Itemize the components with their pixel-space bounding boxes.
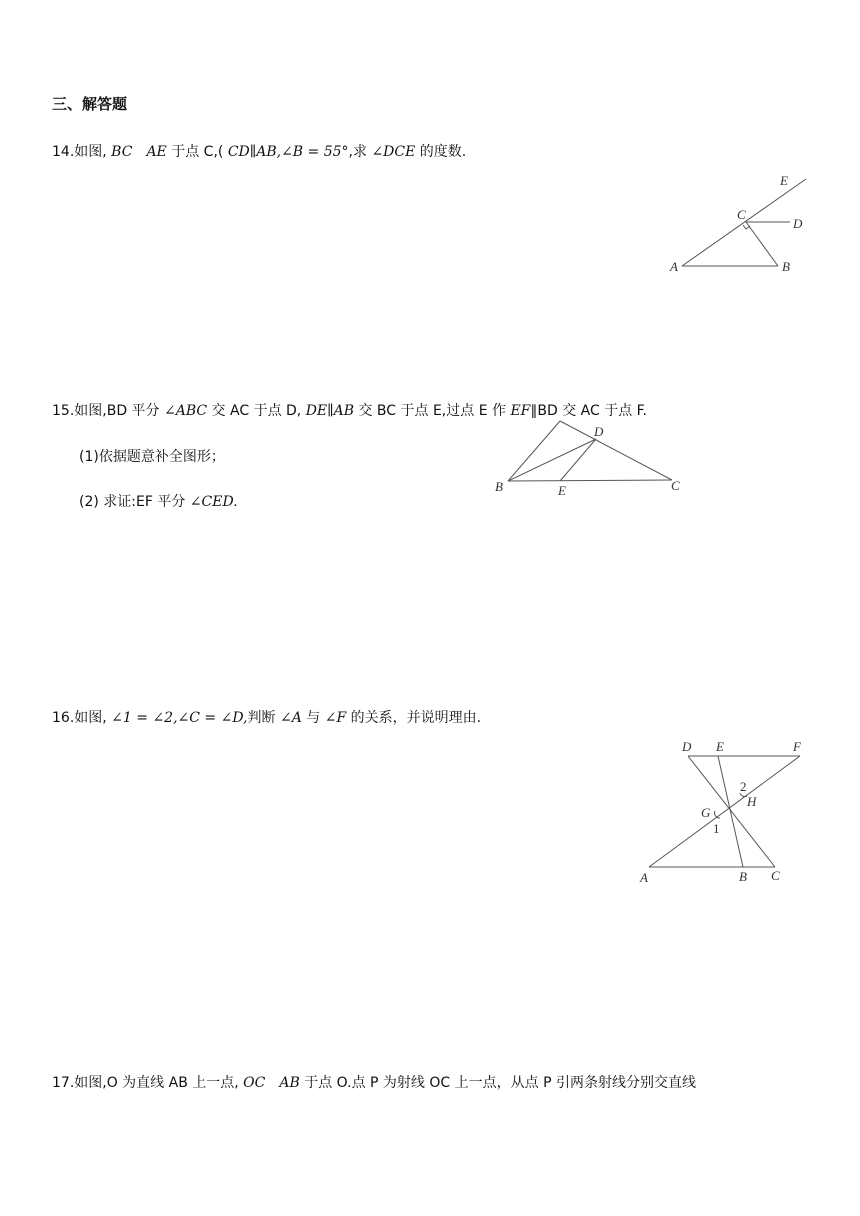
q14-label-e: E — [780, 173, 788, 188]
q17-part: 17.如图,O 为直线 AB 上一点, — [52, 1075, 244, 1091]
q14-math-cond: CD∥AB,∠B = 55° — [227, 144, 349, 160]
q16-label-f: F — [793, 739, 801, 754]
q15-sub2-text: (2) 求证:EF 平分 — [79, 494, 190, 510]
q14-label-b: B — [782, 259, 790, 274]
q16-math-f: ∠F — [324, 710, 347, 726]
q15-line-bc — [508, 480, 672, 481]
q15-sub2 — [79, 491, 238, 511]
q16-label-c: C — [771, 868, 780, 883]
q14-part: 的度数. — [415, 144, 467, 160]
q15-part: ∥BD 交 AC 于点 F. — [530, 403, 647, 419]
q16-part: 16.如图, — [52, 710, 112, 726]
q16-part: 判断 — [247, 710, 280, 726]
q15-part: 交 AC 于点 D, — [207, 403, 306, 419]
q15-line-ac — [560, 421, 672, 480]
q16-label-g: G — [701, 805, 711, 820]
q15-part: 15.如图,BD 平分 — [52, 403, 164, 419]
q17-math-oc: OC — [243, 1075, 266, 1091]
q16-label-1: 1 — [713, 821, 720, 836]
q16-angle1-arc — [715, 811, 720, 818]
q16-label-2: 2 — [740, 779, 747, 794]
q15-math-ced: ∠CED. — [189, 494, 238, 510]
question-14-text — [52, 141, 466, 161]
q15-line-ba — [508, 421, 560, 481]
q14-math-dce: ∠DCE — [371, 144, 416, 160]
q16-label-e: E — [716, 739, 724, 754]
q14-part: ,求 — [348, 144, 372, 160]
q14-line-cb — [746, 222, 778, 266]
q14-label-d: D — [793, 216, 803, 231]
q16-math-cond: ∠1 = ∠2,∠C = ∠D, — [111, 710, 248, 726]
question-15-text — [52, 400, 647, 420]
q15-label-d: D — [594, 424, 604, 439]
q15-math-de-ab: DE∥AB — [305, 403, 355, 419]
section-title: 三、解答题 — [52, 95, 128, 113]
q14-figure — [660, 168, 820, 283]
q14-math-ae: AE — [146, 144, 167, 160]
q15-label-c: C — [671, 478, 680, 493]
q16-label-h: H — [747, 794, 757, 809]
q17-part: 于点 O.点 P 为射线 OC 上一点，从点 P 引两条射线分别交直线 — [299, 1075, 696, 1091]
q15-line-bd — [508, 439, 596, 481]
q14-label-c: C — [737, 207, 746, 222]
q16-line-eb — [718, 756, 743, 867]
q15-math-abc: ∠ABC — [164, 403, 208, 419]
q16-math-a: ∠A — [279, 710, 302, 726]
question-16-text — [52, 707, 481, 727]
q15-label-e: E — [558, 483, 566, 498]
q15-part: 交 BC 于点 E,过点 E 作 — [354, 403, 511, 419]
q16-label-b: B — [739, 869, 747, 884]
q16-label-d: D — [682, 739, 692, 754]
question-17-text — [52, 1072, 696, 1092]
q15-line-de — [560, 439, 596, 481]
q14-label-a: A — [670, 259, 678, 274]
q16-label-a: A — [640, 870, 648, 885]
q16-part: 的关系，并说明理由. — [346, 710, 482, 726]
q16-line-af — [649, 756, 800, 867]
q15-sub1: (1)依据题意补全图形； — [79, 449, 225, 465]
q16-figure — [635, 735, 815, 890]
q15-math-ef: EF — [510, 403, 531, 419]
q14-part: 于点 C,( — [166, 144, 228, 160]
q14-math-bc: BC — [111, 144, 133, 160]
q15-figure — [488, 418, 693, 503]
q14-part: 14.如图, — [52, 144, 112, 160]
q16-part: 与 — [301, 710, 325, 726]
q15-label-b: B — [495, 479, 503, 494]
q17-math-ab: AB — [279, 1075, 300, 1091]
